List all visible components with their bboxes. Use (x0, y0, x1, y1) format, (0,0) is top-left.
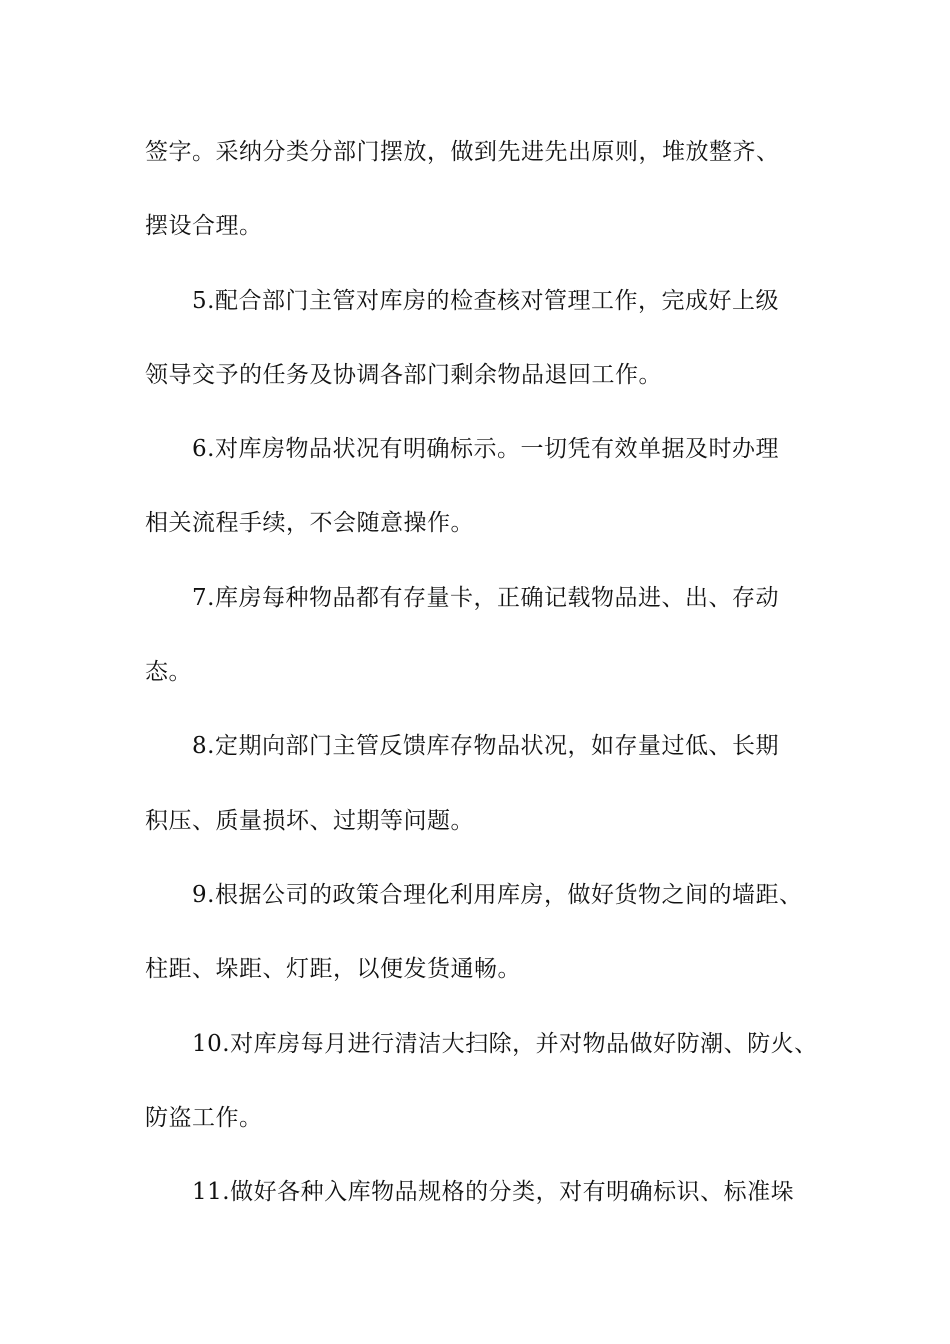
paragraph-7-line: 7.库房每种物品都有存量卡，正确记载物品进、出、存动 (192, 585, 779, 611)
text-line: 相关流程手续，不会随意操作。 (145, 510, 474, 536)
text-line: 积压、质量损坏、过期等问题。 (145, 808, 474, 834)
text-line: 柱距、垛距、灯距，以便发货通畅。 (145, 956, 521, 982)
paragraph-9-line: 9.根据公司的政策合理化利用库房，做好货物之间的墙距、 (192, 882, 803, 908)
text-line: 摆设合理。 (145, 213, 263, 239)
paragraph-6-line: 6.对库房物品状况有明确标示。一切凭有效单据及时办理 (192, 436, 779, 462)
paragraph-8-line: 8.定期向部门主管反馈库存物品状况，如存量过低、长期 (192, 733, 779, 759)
paragraph-5-line: 5.配合部门主管对库房的检查核对管理工作，完成好上级 (192, 288, 779, 314)
text-line: 签字。采纳分类分部门摆放，做到先进先出原则，堆放整齐、 (145, 139, 780, 165)
paragraph-10-line: 10.对库房每月进行清洁大扫除，并对物品做好防潮、防火、 (192, 1031, 818, 1057)
text-line: 防盗工作。 (145, 1105, 263, 1131)
text-line: 态。 (145, 659, 192, 685)
paragraph-11-line: 11.做好各种入库物品规格的分类，对有明确标识、标准垛 (192, 1179, 795, 1205)
text-line: 领导交予的任务及协调各部门剩余物品退回工作。 (145, 362, 662, 388)
